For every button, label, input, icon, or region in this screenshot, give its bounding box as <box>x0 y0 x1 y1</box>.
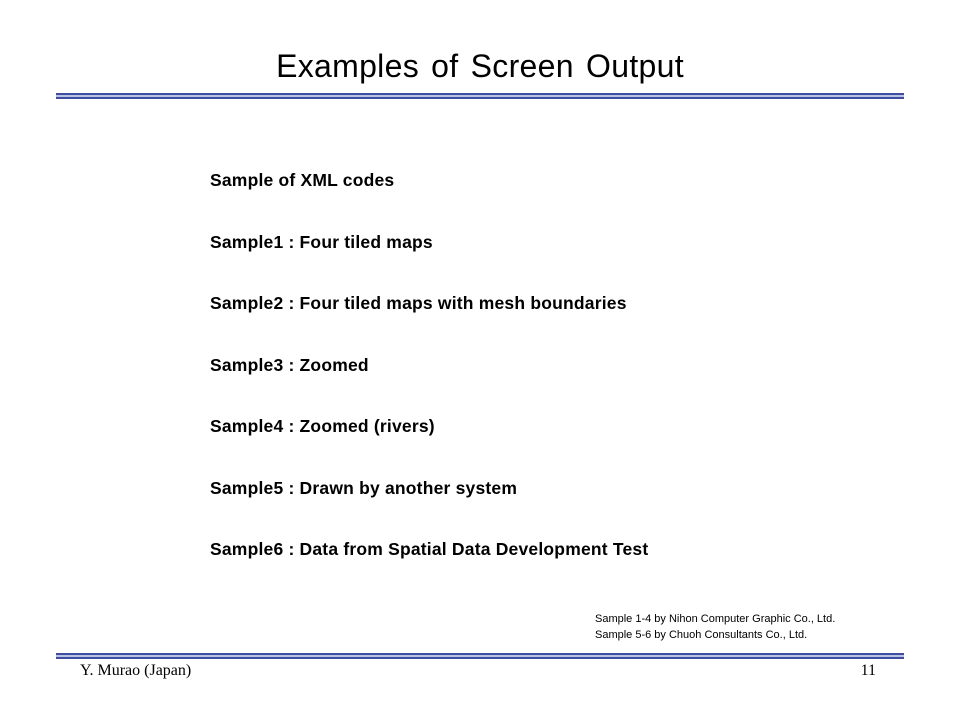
sample-list <box>210 168 648 599</box>
credit-line: Sample 5-6 by Chuoh Consultants Co., Ltd. <box>595 629 808 641</box>
list-item: Sample6 : Data from Spatial Data Development Test <box>210 539 649 559</box>
credits-note <box>595 611 835 643</box>
title-divider <box>56 93 904 99</box>
list-item: Sample5 : Drawn by another system <box>210 477 518 498</box>
credit-line: Sample 1-4 by Nihon Computer Graphic Co., Ltd. <box>595 613 836 625</box>
footer-divider <box>56 653 904 659</box>
slide-title: Examples of Screen Output <box>276 48 684 84</box>
footer-author: Y. Murao (Japan) <box>80 662 192 679</box>
list-item: Sample4 : Zoomed (rivers) <box>210 416 435 436</box>
list-item: Sample2 : Four tiled maps with mesh boundaries <box>210 293 627 313</box>
list-item: Sample3 : Zoomed <box>210 354 369 375</box>
list-item: Sample of XML codes <box>210 170 395 190</box>
page-number: 11 <box>860 662 876 679</box>
list-item: Sample1 : Four tiled maps <box>210 231 433 252</box>
